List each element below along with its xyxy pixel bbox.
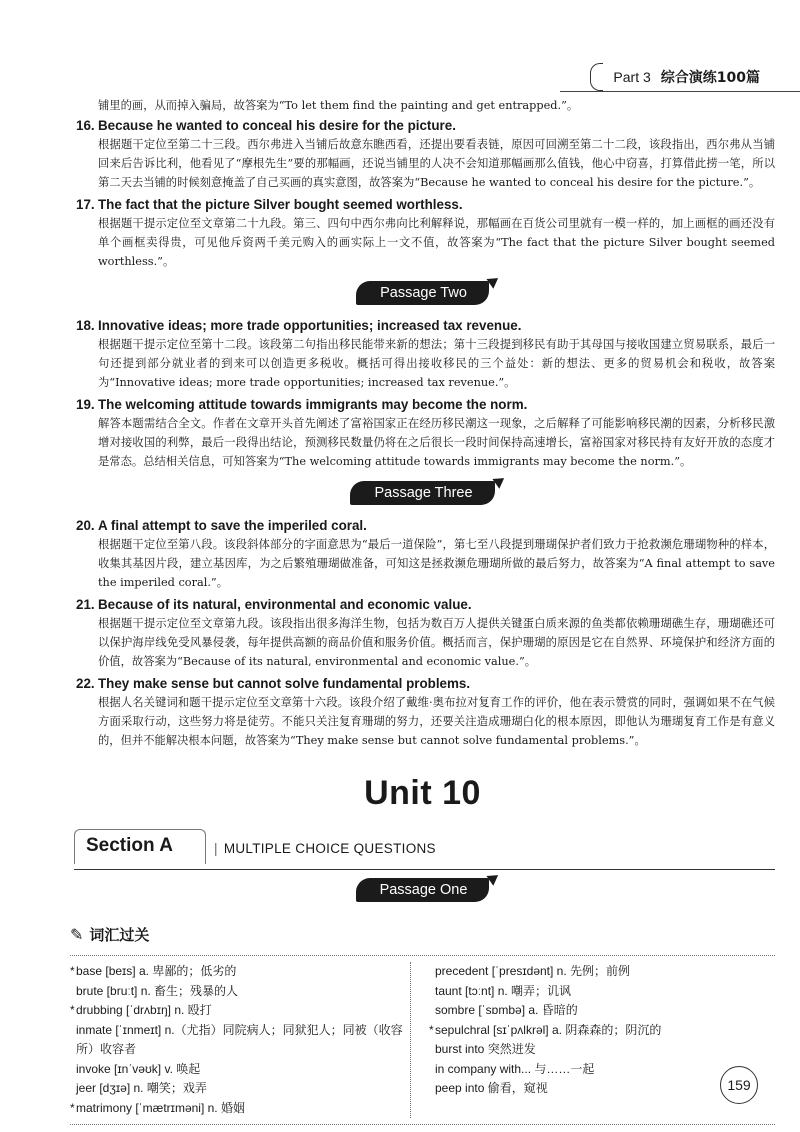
question-answer-text: The fact that the picture Silver bought seemed worthless. bbox=[98, 197, 463, 212]
question-answer-text: Because of its natural, environmental and economic value. bbox=[98, 597, 472, 612]
pencil-icon: ✎ bbox=[70, 925, 84, 944]
question-item bbox=[70, 196, 775, 271]
question-answer-text: The welcoming attitude towards immigrants may become the norm. bbox=[98, 397, 528, 412]
vocab-item bbox=[429, 1079, 759, 1099]
question-answer bbox=[76, 396, 775, 414]
page-number: 159 bbox=[720, 1066, 758, 1104]
vocab-heading-label: 词汇过关 bbox=[89, 926, 150, 944]
vocab-entry: peep into 偷看，窥视 bbox=[435, 1081, 548, 1095]
vocab-entry: burst into 突然迸发 bbox=[435, 1042, 536, 1056]
question-answer bbox=[76, 517, 775, 535]
vocab-item bbox=[70, 1060, 410, 1080]
question-item bbox=[70, 317, 775, 392]
question-item bbox=[70, 117, 775, 192]
question-answer-text: A final attempt to save the imperiled coral. bbox=[98, 518, 367, 533]
question-explanation: 解答本题需结合全文。作者在文章开头首先阐述了富裕国家正在经历移民潮这一现象，之后解释了可能影响移民潮的因素，分析移民激增对接收国的利弊，最后一段得出结论，预测移民数量仍将在之后很长一段时间保持高速增长，富裕国家对移民持有友好开放的态度才是常态。总结相关信息，可知答案为“The welcoming attitude towards immigrants may become the norm.”。 bbox=[98, 417, 775, 468]
question-explanation: 根据题干定位至第二十三段。西尔弗进入当铺后故意东瞧西看，还提出要看表链，原因可回溯至第二十二段，该段指出，西尔弗从当铺回来后告诉比利，他看见了“摩根先生”要的那幅画，还说当铺里的人决不会知道那幅画那么值钱，他心中窃喜，打算借此捞一笔，所以第二天去当铺的时候刻意掩盖了自己买画的真实意图，故答案为“Because he wanted to conceal his desire for the picture.”。 bbox=[98, 138, 775, 189]
question-number: 20. bbox=[76, 518, 95, 533]
question-group-2 bbox=[70, 317, 775, 471]
header-title: 综合演练100篇 bbox=[660, 70, 760, 86]
question-item bbox=[70, 517, 775, 592]
question-explanation: 根据人名关键词和题干提示定位至文章第十六段。该段介绍了戴维·奥布拉对复育工作的评价，他在表示赞赏的同时，强调如果不在气候方面采取行动，这些努力将是徒劳。不能只关注复育珊瑚的努力，还要关注造成珊瑚白化的根本原因，即他认为珊瑚复育工作是有意义的，但并不能解决根本问题，故答案为“They make sense but cannot solve fundamental problems.”。 bbox=[98, 696, 775, 747]
vocab-entry: jeer [dʒɪə] n. 嘲笑；戏弄 bbox=[76, 1081, 207, 1095]
unit-title: Unit 10 bbox=[364, 774, 481, 812]
vocab-entry: in company with... 与……一起 bbox=[435, 1061, 595, 1076]
vocab-entry: drubbing [ˈdrʌbɪŋ] n. 殴打 bbox=[76, 1003, 212, 1017]
vocab-entry: matrimony [ˈmætrɪməni] n. 婚姻 bbox=[76, 1100, 245, 1115]
header-part: Part 3 bbox=[613, 69, 651, 85]
vocab-box bbox=[70, 955, 775, 1125]
question-answer bbox=[76, 117, 775, 135]
question-number: 16. bbox=[76, 118, 95, 133]
vocab-item bbox=[429, 1060, 759, 1080]
vocab-item bbox=[429, 962, 759, 982]
question-number: 19. bbox=[76, 397, 95, 412]
vocab-star: * bbox=[70, 964, 75, 978]
vocab-item bbox=[429, 1001, 759, 1021]
question-number: 22. bbox=[76, 676, 95, 691]
running-header bbox=[590, 62, 760, 92]
passage-three-banner-wrap bbox=[70, 481, 775, 509]
question-item bbox=[70, 396, 775, 471]
continued-text: 铺里的画，从而掉入骗局，故答案为“To let them find the painting and get entrapped.”。 bbox=[98, 99, 579, 112]
question-number: 17. bbox=[76, 197, 95, 212]
question-answer bbox=[76, 675, 775, 693]
vocab-item bbox=[70, 982, 410, 1002]
passage-three-banner: Passage Three bbox=[350, 481, 494, 505]
question-answer-text: Because he wanted to conceal his desire for the picture. bbox=[98, 118, 456, 133]
header-bracket bbox=[590, 63, 603, 91]
vocab-entry: sepulchral [sɪˈpʌlkrəl] a. 阴森森的；阴沉的 bbox=[435, 1022, 662, 1037]
vocab-item bbox=[70, 1099, 410, 1119]
vocab-entry: brute [bruːt] n. 畜生；残暴的人 bbox=[76, 983, 239, 998]
vocab-star: * bbox=[70, 1100, 75, 1115]
question-answer bbox=[76, 317, 775, 335]
question-explanation: 根据题干提示定位至文章第九段。该段指出很多海洋生物，包括为数百万人提供关键蛋白质来源的鱼类都依赖珊瑚礁生存，珊瑚礁还可以保护海岸线免受风暴侵袭，每年提供高额的商品价值和服务价值。概括而言，保护珊瑚的原因是它在自然界、环境保护和经济方面的价值，故答案为“Because of its natural, environmental and economic value.”。 bbox=[98, 617, 775, 668]
question-item bbox=[70, 675, 775, 750]
vocab-entry: base [beɪs] a. 卑鄙的；低劣的 bbox=[76, 964, 237, 978]
vocab-item bbox=[429, 1040, 759, 1060]
passage-one-banner: Passage One bbox=[356, 878, 490, 902]
question-number: 18. bbox=[76, 318, 95, 333]
vocab-item bbox=[429, 1021, 759, 1041]
question-explanation: 根据题干定位至第八段。该段斜体部分的字面意思为“最后一道保险”，第七至八段提到珊瑚保护者们致力于抢救濒危珊瑚物种的样本，收集其基因片段，建立基因库，为之后繁殖珊瑚做准备，可知这是拯救濒危珊瑚所做的最后努力，故答案为“A final attempt to save the imperiled coral.”。 bbox=[98, 538, 775, 589]
vocab-column-right bbox=[410, 962, 759, 1118]
header-rule bbox=[560, 91, 800, 92]
vocab-star: * bbox=[70, 1003, 75, 1017]
question-answer-text: Innovative ideas; more trade opportunities; increased tax revenue. bbox=[98, 318, 522, 333]
vocab-star: * bbox=[429, 1022, 434, 1037]
vocab-entry: sombre [ˈsɒmbə] a. 昏暗的 bbox=[435, 1003, 578, 1017]
passage-two-banner-wrap bbox=[70, 281, 775, 309]
vocab-item bbox=[70, 1079, 410, 1099]
main-content bbox=[70, 96, 775, 1125]
vocab-item bbox=[70, 1001, 410, 1021]
vocab-entry: precedent [ˈpresɪdənt] n. 先例；前例 bbox=[435, 964, 631, 978]
question-number: 21. bbox=[76, 597, 95, 612]
vocab-column-left bbox=[70, 962, 410, 1118]
vocab-item bbox=[429, 982, 759, 1002]
vocab-item bbox=[70, 962, 410, 982]
question-item bbox=[70, 596, 775, 671]
question-group-3 bbox=[70, 517, 775, 750]
section-header bbox=[74, 829, 775, 870]
passage-one-banner-wrap bbox=[70, 878, 775, 906]
question-answer-text: They make sense but cannot solve fundamental problems. bbox=[98, 676, 471, 691]
section-title: Section A bbox=[86, 835, 173, 856]
question-explanation: 根据题干提示定位至第十二段。该段第二句指出移民能带来新的想法；第十三段提到移民有助于其母国与接收国建立贸易联系，最后一句还提到部分就业者的到来可以创造更多税收。概括可得出接收移民的三个益处：新的想法、更多的贸易机会和税收，故答案为“Innovative ideas; more trade opportunities; increased tax revenue.”。 bbox=[98, 338, 775, 389]
question-group-1 bbox=[70, 117, 775, 271]
vocab-item bbox=[70, 1021, 410, 1060]
passage-two-banner: Passage Two bbox=[356, 281, 489, 305]
vocab-entry: taunt [tɔːnt] n. 嘲弄；讥讽 bbox=[435, 983, 572, 998]
question-answer bbox=[76, 596, 775, 614]
question-answer bbox=[76, 196, 775, 214]
section-subtitle: | MULTIPLE CHOICE QUESTIONS bbox=[214, 841, 436, 856]
vocab-heading bbox=[70, 924, 775, 945]
question-explanation: 根据题干提示定位至文章第二十九段。第三、四句中西尔弗向比利解释说，那幅画在百货公司里就有一模一样的，加上画框的画还没有单个画框卖得贵，可见他斥资两千美元购入的画实际上一文不值，故答案为“The fact that the picture Silver bought seemed worthless.”。 bbox=[98, 217, 775, 268]
vocab-entry: inmate [ˈɪnmeɪt] n.（尤指）同院病人；同狱犯人；同被（收容所）收容者 bbox=[76, 1022, 403, 1056]
vocab-entry: invoke [ɪnˈvəʊk] v. 唤起 bbox=[76, 1061, 201, 1076]
